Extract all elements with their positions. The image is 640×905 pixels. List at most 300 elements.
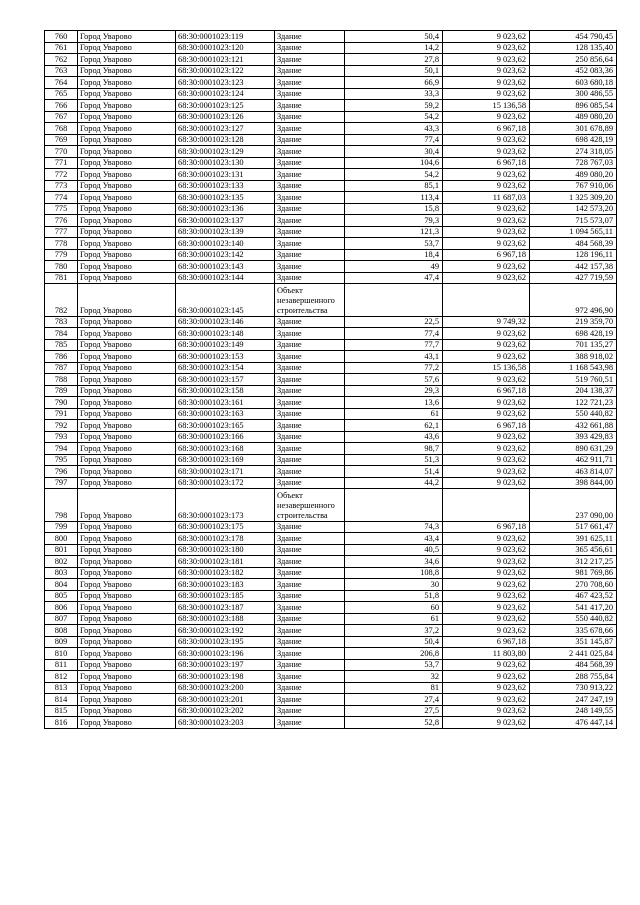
- area-cell: 27,5: [345, 705, 443, 717]
- area-cell: 85,1: [345, 180, 443, 192]
- table-row: [45, 261, 617, 273]
- unit-rate-cell: 9 023,62: [443, 374, 530, 386]
- city-cell: Город Уварово: [78, 544, 176, 556]
- cadastral-value-cell: 701 135,27: [530, 339, 617, 351]
- object-type-cell: Здание: [275, 328, 345, 340]
- city-cell: Город Уварово: [78, 625, 176, 637]
- row-number-cell: 774: [45, 192, 78, 204]
- cadastral-number-cell: 68:30:0001023:146: [176, 316, 275, 328]
- object-type-cell: Здание: [275, 408, 345, 420]
- row-number-cell: 777: [45, 226, 78, 238]
- city-cell: Город Уварово: [78, 111, 176, 123]
- object-type-cell: Здание: [275, 374, 345, 386]
- city-cell: Город Уварово: [78, 157, 176, 169]
- cadastral-number-cell: 68:30:0001023:181: [176, 556, 275, 568]
- cadastral-number-cell: 68:30:0001023:126: [176, 111, 275, 123]
- row-number-cell: 765: [45, 88, 78, 100]
- unit-rate-cell: 6 967,18: [443, 385, 530, 397]
- table-row: [45, 636, 617, 648]
- cadastral-number-cell: 68:30:0001023:171: [176, 466, 275, 478]
- cadastral-value-cell: 550 440,82: [530, 408, 617, 420]
- city-cell: Город Уварово: [78, 521, 176, 533]
- row-number-cell: 790: [45, 397, 78, 409]
- unit-rate-cell: 9 023,62: [443, 602, 530, 614]
- city-cell: Город Уварово: [78, 477, 176, 489]
- row-number-cell: 806: [45, 602, 78, 614]
- object-type-cell: Здание: [275, 694, 345, 706]
- row-number-cell: 787: [45, 362, 78, 374]
- table-row: [45, 123, 617, 135]
- area-cell: 77,4: [345, 134, 443, 146]
- cadastral-number-cell: 68:30:0001023:119: [176, 31, 275, 43]
- unit-rate-cell: 9 023,62: [443, 466, 530, 478]
- table-row: [45, 625, 617, 637]
- city-cell: Город Уварово: [78, 659, 176, 671]
- unit-rate-cell: 9 023,62: [443, 682, 530, 694]
- area-cell: [345, 489, 443, 522]
- object-type-cell: Здание: [275, 215, 345, 227]
- row-number-cell: 781: [45, 272, 78, 284]
- cadastral-value-cell: 715 573,07: [530, 215, 617, 227]
- table-row: [45, 602, 617, 614]
- unit-rate-cell: 6 967,18: [443, 420, 530, 432]
- cadastral-number-cell: 68:30:0001023:180: [176, 544, 275, 556]
- unit-rate-cell: 9 023,62: [443, 579, 530, 591]
- cadastral-number-cell: 68:30:0001023:200: [176, 682, 275, 694]
- row-number-cell: 801: [45, 544, 78, 556]
- table-row: [45, 567, 617, 579]
- area-cell: 53,7: [345, 238, 443, 250]
- row-number-cell: 779: [45, 249, 78, 261]
- table-row: [45, 717, 617, 729]
- cadastral-number-cell: 68:30:0001023:192: [176, 625, 275, 637]
- city-cell: Город Уварово: [78, 579, 176, 591]
- cadastral-value-cell: 484 568,39: [530, 238, 617, 250]
- table-row: [45, 385, 617, 397]
- cadastral-value-table: [44, 30, 617, 729]
- unit-rate-cell: 9 023,62: [443, 169, 530, 181]
- area-cell: 104,6: [345, 157, 443, 169]
- city-cell: Город Уварово: [78, 215, 176, 227]
- cadastral-number-cell: 68:30:0001023:125: [176, 100, 275, 112]
- row-number-cell: 814: [45, 694, 78, 706]
- row-number-cell: 816: [45, 717, 78, 729]
- table-row: [45, 284, 617, 317]
- cadastral-value-cell: 388 918,02: [530, 351, 617, 363]
- unit-rate-cell: 6 967,18: [443, 157, 530, 169]
- table-row: [45, 169, 617, 181]
- row-number-cell: 807: [45, 613, 78, 625]
- unit-rate-cell: 9 023,62: [443, 328, 530, 340]
- cadastral-number-cell: 68:30:0001023:121: [176, 54, 275, 66]
- cadastral-value-cell: 1 325 309,20: [530, 192, 617, 204]
- area-cell: 18,4: [345, 249, 443, 261]
- object-type-cell: Здание: [275, 567, 345, 579]
- row-number-cell: 782: [45, 284, 78, 317]
- cadastral-number-cell: 68:30:0001023:202: [176, 705, 275, 717]
- cadastral-value-cell: 1 168 543,98: [530, 362, 617, 374]
- cadastral-number-cell: 68:30:0001023:182: [176, 567, 275, 579]
- table-row: [45, 316, 617, 328]
- table-row: [45, 521, 617, 533]
- object-type-cell: Здание: [275, 42, 345, 54]
- table-row: [45, 238, 617, 250]
- unit-rate-cell: 9 023,62: [443, 397, 530, 409]
- cadastral-number-cell: 68:30:0001023:129: [176, 146, 275, 158]
- cadastral-number-cell: 68:30:0001023:185: [176, 590, 275, 602]
- unit-rate-cell: 6 967,18: [443, 636, 530, 648]
- table-row: [45, 100, 617, 112]
- object-type-cell: Объект незавершенного строительства: [275, 284, 345, 317]
- city-cell: Город Уварово: [78, 705, 176, 717]
- cadastral-value-cell: 351 145,87: [530, 636, 617, 648]
- city-cell: Город Уварово: [78, 169, 176, 181]
- cadastral-value-cell: 247 247,19: [530, 694, 617, 706]
- unit-rate-cell: 15 136,58: [443, 362, 530, 374]
- area-cell: 49: [345, 261, 443, 273]
- table-row: [45, 443, 617, 455]
- object-type-cell: Здание: [275, 192, 345, 204]
- row-number-cell: 763: [45, 65, 78, 77]
- table-row: [45, 579, 617, 591]
- cadastral-number-cell: 68:30:0001023:142: [176, 249, 275, 261]
- row-number-cell: 773: [45, 180, 78, 192]
- object-type-cell: Здание: [275, 671, 345, 683]
- table-row: [45, 397, 617, 409]
- table-row: [45, 180, 617, 192]
- unit-rate-cell: 9 023,62: [443, 544, 530, 556]
- table-row: [45, 659, 617, 671]
- cadastral-number-cell: 68:30:0001023:127: [176, 123, 275, 135]
- area-cell: 43,4: [345, 533, 443, 545]
- cadastral-value-cell: 1 094 565,11: [530, 226, 617, 238]
- cadastral-number-cell: 68:30:0001023:183: [176, 579, 275, 591]
- unit-rate-cell: 9 023,62: [443, 590, 530, 602]
- area-cell: 27,8: [345, 54, 443, 66]
- row-number-cell: 784: [45, 328, 78, 340]
- cadastral-value-cell: 391 625,11: [530, 533, 617, 545]
- row-number-cell: 768: [45, 123, 78, 135]
- object-type-cell: Здание: [275, 443, 345, 455]
- cadastral-value-cell: 204 138,37: [530, 385, 617, 397]
- area-cell: 34,6: [345, 556, 443, 568]
- row-number-cell: 788: [45, 374, 78, 386]
- city-cell: Город Уварово: [78, 431, 176, 443]
- cadastral-value-cell: 519 760,51: [530, 374, 617, 386]
- table-row: [45, 489, 617, 522]
- object-type-cell: Здание: [275, 88, 345, 100]
- cadastral-value-cell: 454 790,45: [530, 31, 617, 43]
- table-row: [45, 54, 617, 66]
- row-number-cell: 808: [45, 625, 78, 637]
- unit-rate-cell: 9 023,62: [443, 671, 530, 683]
- table-row: [45, 671, 617, 683]
- unit-rate-cell: 9 023,62: [443, 443, 530, 455]
- table-row: [45, 249, 617, 261]
- table-row: [45, 705, 617, 717]
- city-cell: Город Уварово: [78, 249, 176, 261]
- object-type-cell: Здание: [275, 705, 345, 717]
- area-cell: 32: [345, 671, 443, 683]
- cadastral-value-cell: 489 080,20: [530, 169, 617, 181]
- cadastral-number-cell: 68:30:0001023:187: [176, 602, 275, 614]
- unit-rate-cell: 9 023,62: [443, 659, 530, 671]
- cadastral-value-cell: 484 568,39: [530, 659, 617, 671]
- object-type-cell: Здание: [275, 362, 345, 374]
- area-cell: 206,8: [345, 648, 443, 660]
- object-type-cell: Здание: [275, 226, 345, 238]
- object-type-cell: Здание: [275, 659, 345, 671]
- city-cell: Город Уварово: [78, 533, 176, 545]
- cadastral-value-cell: 476 447,14: [530, 717, 617, 729]
- city-cell: Город Уварово: [78, 261, 176, 273]
- object-type-cell: Здание: [275, 249, 345, 261]
- object-type-cell: Здание: [275, 351, 345, 363]
- row-number-cell: 789: [45, 385, 78, 397]
- object-type-cell: Здание: [275, 339, 345, 351]
- table-row: [45, 466, 617, 478]
- object-type-cell: Здание: [275, 717, 345, 729]
- area-cell: 40,5: [345, 544, 443, 556]
- city-cell: Город Уварово: [78, 134, 176, 146]
- row-number-cell: 795: [45, 454, 78, 466]
- cadastral-number-cell: 68:30:0001023:139: [176, 226, 275, 238]
- unit-rate-cell: 9 023,62: [443, 65, 530, 77]
- object-type-cell: Здание: [275, 134, 345, 146]
- cadastral-value-cell: 489 080,20: [530, 111, 617, 123]
- area-cell: 43,3: [345, 123, 443, 135]
- table-row: [45, 226, 617, 238]
- city-cell: Город Уварово: [78, 351, 176, 363]
- cadastral-number-cell: 68:30:0001023:195: [176, 636, 275, 648]
- row-number-cell: 778: [45, 238, 78, 250]
- cadastral-number-cell: 68:30:0001023:166: [176, 431, 275, 443]
- row-number-cell: 810: [45, 648, 78, 660]
- table-row: [45, 328, 617, 340]
- area-cell: 74,3: [345, 521, 443, 533]
- row-number-cell: 780: [45, 261, 78, 273]
- object-type-cell: Здание: [275, 272, 345, 284]
- city-cell: Город Уварово: [78, 238, 176, 250]
- cadastral-number-cell: 68:30:0001023:130: [176, 157, 275, 169]
- row-number-cell: 762: [45, 54, 78, 66]
- unit-rate-cell: 9 749,32: [443, 316, 530, 328]
- area-cell: 30: [345, 579, 443, 591]
- city-cell: Город Уварово: [78, 385, 176, 397]
- table-row: [45, 65, 617, 77]
- city-cell: Город Уварово: [78, 226, 176, 238]
- cadastral-value-cell: 463 814,07: [530, 466, 617, 478]
- area-cell: 50,4: [345, 31, 443, 43]
- city-cell: Город Уварово: [78, 31, 176, 43]
- city-cell: Город Уварово: [78, 42, 176, 54]
- unit-rate-cell: 9 023,62: [443, 88, 530, 100]
- object-type-cell: Здание: [275, 123, 345, 135]
- cadastral-value-cell: 550 440,82: [530, 613, 617, 625]
- row-number-cell: 761: [45, 42, 78, 54]
- object-type-cell: Здание: [275, 54, 345, 66]
- unit-rate-cell: [443, 489, 530, 522]
- table-row: [45, 544, 617, 556]
- city-cell: Город Уварово: [78, 567, 176, 579]
- row-number-cell: 803: [45, 567, 78, 579]
- cadastral-value-cell: 2 441 025,84: [530, 648, 617, 660]
- cadastral-number-cell: 68:30:0001023:169: [176, 454, 275, 466]
- city-cell: Город Уварово: [78, 613, 176, 625]
- table-row: [45, 203, 617, 215]
- unit-rate-cell: 9 023,62: [443, 351, 530, 363]
- cadastral-number-cell: 68:30:0001023:136: [176, 203, 275, 215]
- area-cell: 51,4: [345, 466, 443, 478]
- unit-rate-cell: 11 687,03: [443, 192, 530, 204]
- city-cell: Город Уварово: [78, 284, 176, 317]
- cadastral-value-cell: 767 910,06: [530, 180, 617, 192]
- area-cell: 61: [345, 613, 443, 625]
- unit-rate-cell: 11 803,80: [443, 648, 530, 660]
- area-cell: 51,8: [345, 590, 443, 602]
- cadastral-number-cell: 68:30:0001023:161: [176, 397, 275, 409]
- row-number-cell: 771: [45, 157, 78, 169]
- object-type-cell: Здание: [275, 261, 345, 273]
- area-cell: 60: [345, 602, 443, 614]
- table-row: [45, 157, 617, 169]
- table-row: [45, 420, 617, 432]
- object-type-cell: Здание: [275, 31, 345, 43]
- city-cell: Город Уварово: [78, 671, 176, 683]
- area-cell: 27,4: [345, 694, 443, 706]
- area-cell: 98,7: [345, 443, 443, 455]
- area-cell: 47,4: [345, 272, 443, 284]
- cadastral-number-cell: 68:30:0001023:201: [176, 694, 275, 706]
- area-cell: 51,3: [345, 454, 443, 466]
- row-number-cell: 770: [45, 146, 78, 158]
- object-type-cell: Здание: [275, 65, 345, 77]
- row-number-cell: 767: [45, 111, 78, 123]
- unit-rate-cell: 9 023,62: [443, 238, 530, 250]
- cadastral-number-cell: 68:30:0001023:157: [176, 374, 275, 386]
- object-type-cell: Здание: [275, 682, 345, 694]
- cadastral-number-cell: 68:30:0001023:153: [176, 351, 275, 363]
- cadastral-value-cell: 128 135,40: [530, 42, 617, 54]
- object-type-cell: Здание: [275, 169, 345, 181]
- unit-rate-cell: 9 023,62: [443, 431, 530, 443]
- table-row: [45, 374, 617, 386]
- unit-rate-cell: 9 023,62: [443, 134, 530, 146]
- area-cell: 50,1: [345, 65, 443, 77]
- unit-rate-cell: 9 023,62: [443, 477, 530, 489]
- row-number-cell: 804: [45, 579, 78, 591]
- cadastral-number-cell: 68:30:0001023:163: [176, 408, 275, 420]
- city-cell: Город Уварово: [78, 682, 176, 694]
- table-row: [45, 42, 617, 54]
- table-row: [45, 77, 617, 89]
- city-cell: Город Уварово: [78, 316, 176, 328]
- unit-rate-cell: 9 023,62: [443, 705, 530, 717]
- row-number-cell: 786: [45, 351, 78, 363]
- cadastral-value-cell: 452 083,36: [530, 65, 617, 77]
- area-cell: 77,4: [345, 328, 443, 340]
- area-cell: 30,4: [345, 146, 443, 158]
- table-row: [45, 111, 617, 123]
- area-cell: 59,2: [345, 100, 443, 112]
- area-cell: 13,6: [345, 397, 443, 409]
- city-cell: Город Уварово: [78, 556, 176, 568]
- cadastral-number-cell: 68:30:0001023:198: [176, 671, 275, 683]
- area-cell: 29,3: [345, 385, 443, 397]
- cadastral-number-cell: 68:30:0001023:175: [176, 521, 275, 533]
- table-row: [45, 533, 617, 545]
- table-row: [45, 192, 617, 204]
- cadastral-value-cell: 427 719,59: [530, 272, 617, 284]
- cadastral-value-cell: 365 456,61: [530, 544, 617, 556]
- cadastral-value-cell: 237 090,00: [530, 489, 617, 522]
- cadastral-value-cell: 398 844,00: [530, 477, 617, 489]
- cadastral-number-cell: 68:30:0001023:197: [176, 659, 275, 671]
- object-type-cell: Здание: [275, 466, 345, 478]
- cadastral-number-cell: 68:30:0001023:140: [176, 238, 275, 250]
- table-row: [45, 590, 617, 602]
- area-cell: 37,2: [345, 625, 443, 637]
- city-cell: Город Уварово: [78, 590, 176, 602]
- object-type-cell: Здание: [275, 420, 345, 432]
- table-row: [45, 454, 617, 466]
- unit-rate-cell: 9 023,62: [443, 215, 530, 227]
- cadastral-value-cell: 393 429,83: [530, 431, 617, 443]
- row-number-cell: 812: [45, 671, 78, 683]
- cadastral-number-cell: 68:30:0001023:168: [176, 443, 275, 455]
- area-cell: 22,5: [345, 316, 443, 328]
- city-cell: Город Уварово: [78, 717, 176, 729]
- area-cell: 15,8: [345, 203, 443, 215]
- table-row: [45, 146, 617, 158]
- area-cell: 33,3: [345, 88, 443, 100]
- object-type-cell: Здание: [275, 579, 345, 591]
- row-number-cell: 793: [45, 431, 78, 443]
- city-cell: Город Уварово: [78, 123, 176, 135]
- city-cell: Город Уварово: [78, 88, 176, 100]
- cadastral-value-cell: 541 417,20: [530, 602, 617, 614]
- table-row: [45, 88, 617, 100]
- object-type-cell: Здание: [275, 100, 345, 112]
- area-cell: 77,7: [345, 339, 443, 351]
- city-cell: Город Уварово: [78, 489, 176, 522]
- area-cell: 61: [345, 408, 443, 420]
- object-type-cell: Здание: [275, 636, 345, 648]
- unit-rate-cell: 9 023,62: [443, 54, 530, 66]
- city-cell: Город Уварово: [78, 362, 176, 374]
- cadastral-value-cell: 603 680,18: [530, 77, 617, 89]
- cadastral-number-cell: 68:30:0001023:203: [176, 717, 275, 729]
- row-number-cell: 798: [45, 489, 78, 522]
- cadastral-number-cell: 68:30:0001023:154: [176, 362, 275, 374]
- object-type-cell: Здание: [275, 397, 345, 409]
- cadastral-value-cell: 730 913,22: [530, 682, 617, 694]
- cadastral-value-cell: 432 661,88: [530, 420, 617, 432]
- row-number-cell: 797: [45, 477, 78, 489]
- cadastral-value-cell: 442 157,38: [530, 261, 617, 273]
- document-page: [44, 30, 616, 729]
- unit-rate-cell: 9 023,62: [443, 203, 530, 215]
- cadastral-value-cell: 517 661,47: [530, 521, 617, 533]
- table-row: [45, 556, 617, 568]
- object-type-cell: Здание: [275, 111, 345, 123]
- cadastral-value-cell: 300 486,55: [530, 88, 617, 100]
- table-row: [45, 682, 617, 694]
- cadastral-number-cell: 68:30:0001023:188: [176, 613, 275, 625]
- city-cell: Город Уварово: [78, 602, 176, 614]
- table-row: [45, 431, 617, 443]
- area-cell: 44,2: [345, 477, 443, 489]
